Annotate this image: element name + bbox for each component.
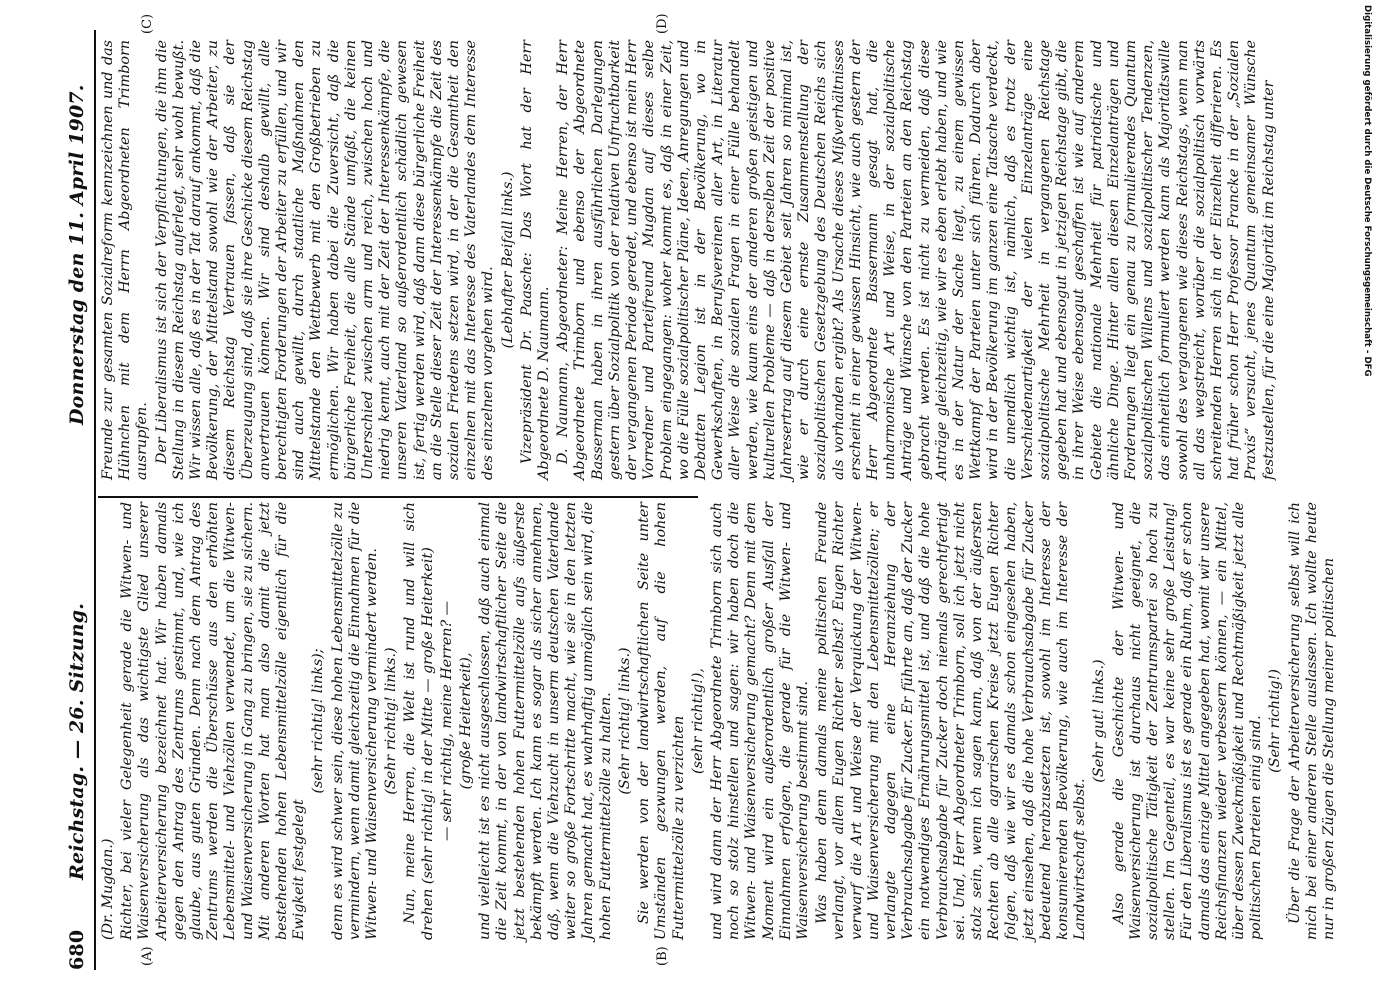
paragraph: Sie werden von der landwirtschaftlichen Seite unter Umständen gezwungen werden, auf die hohen Futtermittelzölle zu verzichten xyxy=(636,502,687,940)
paragraph: D. Naumann, Abgeordneter: Meine Herren, der Herr Abgeordnete Trimborn und ebenso der Abgeordnete Basserman haben in ihren ausführlichen Darlegungen gestern über Sozialpolitik von der relativen Unfruchtbarkeit der vergangenen Periode geredet, und ebenso ist mein Herr Vorredner und Parteifreund Mugdan auf dieses selbe Problem eingegangen: woher kommt es, daß in einer Zeit, wo die Fülle sozialpolitischer Pläne, Ideen, Anregungen und Debatten Legion ist in der Bevölkerung, wo in Gewerkschaften, in Berufsvereinen aller Art, in Literatur aller Weise die sozialen Fragen in einer Fülle behandelt werden, wie kaum eins der anderen großen geistigen und kulturellen Probleme — daß in derselben Zeit der positive Jahresertrag auf diesem Gebiet seit Jahren so minimal ist, wie er durch eine ernste Zusammenstellung der sozialpolitischen Gesetzgebung des Deutschen Reichs sich als vorhanden ergibt? Als Ursache dieses Mißverhältnisses erscheint in einer gewissen Hinsicht, wie auch gestern der Herr Abgeordnete Bassermann gesagt hat, die unharmonische Art und Weise, in der sozialpolitische Anträge und Wünsche von den Parteien an den Reichstag gebracht werden. Es ist nicht zu vermeiden, daß diese Anträge gleichzeitig, wie wir es eben erlebt haben, und wie es in der Natur der Sache liegt, zu einem gewissen Wettkampf der Parteien unter sich führen. Dadurch aber wird in der Bevölkerung im ganzen eine Tatsache verdeckt, die unendlich wichtig ist, nämlich, daß es trotz der Verschiedenartigkeit der vielen Einzelanträge eine sozialpolitische Mehrheit in vergangenen Reichstage gegeben hat und ebensogut in jetzigen Reichstage gibt, die in ihrer Weise ebensogut geschaffen ist wie auf anderem Gebiete die nationale Mehrheit für patriotische und ähnliche Dinge. Hinter allen diesen Einzelanträgen und Forderungen liegt ein genau zu formulierendes Quantum sozialpolitischen Willens und sozialpolitischer Tendenzen, das einheitlich formuliert werden kann als Majoritätswille sowohl des vergangenen wie dieses Reichstags, wenn man all das wegstreicht, worüber die sozialpolitisch vorwärts schreitenden Herren sich in der Einzelheit differieren. Es hat früher schon Herr Professor Francke in der „Sozialen Praxis“ versucht, jenes Quantum gemeinsamer Wünsche festzustellen, für die eine Majorität im Reichstag unter xyxy=(555,40,1277,480)
margin-marker-b: (B) xyxy=(655,946,670,966)
margin-marker-a: (A) xyxy=(140,946,155,966)
speaker-announcement: Vizepräsident Dr. Paasche: Das Wort hat der Herr Abgeordnete D. Naumann. xyxy=(518,40,553,480)
margin-marker-c: (C) xyxy=(140,13,155,34)
interjection: — sehr richtig, meine Herren? — xyxy=(438,601,455,841)
page-number: 680 xyxy=(66,929,88,970)
paragraph: Was haben denn damals meine politischen Freunde verlangt, vor allem Eugen Richter selbst? Eugen Richter verwarf die Art und Weise der Verquickung der Witwen- und Waisenversicherung mit den Lebensmittelzöllen; er verlangte dagegen eine Heranziehung der Verbrauchsabgabe für Zucker. Er führte an, daß der Zucker ein notwendiges Ernährungsmittel ist, und daß die hohe Verbrauchsabgabe für Zucker doch niemals gerechtfertigt sei. Und, Herr Abgeordneter Trimborn, soll ich jetzt nicht stolz sein, wenn ich sagen kann, daß von der äußersten Rechten ab alle agrarischen Kreise jetzt Eugen Richter folgen, daß wie wir es damals schon eingesehen haben, jetzt einsehen, daß die hohe Verbrauchsabgabe für Zucker bedeutend herabzusetzen ist, sowohl im Interesse der konsumierenden Bevölkerung, wie auch im Interesse der Landwirtschaft selbst. xyxy=(814,502,1089,940)
paragraph: und wird dann der Herr Abgeordnete Trimborn sich auch noch so stolz hinstellen und sagen: wir haben doch die Witwen- und Waisenversicherung gemacht? Denn mit dem Moment wird ein außerordentlich großer Ausfall der Einnahmen erfolgen, die gerade für die Witwen- und Waisenversicherung bestimmt sind. xyxy=(708,502,811,940)
session-date: Donnerstag den 11. April 1907. xyxy=(66,84,88,425)
session-title: Reichstag. — 26. Sitzung. xyxy=(66,602,88,880)
page-header xyxy=(62,28,92,970)
margin-marker-d: (D) xyxy=(655,13,670,34)
paragraph: denn es wird schwer sein, diese hohen Lebensmittelzölle zu vermindern, wenn damit gleichzeitig die Einnahmen für die Witwen- und Waisenversicherung vermindert werden. xyxy=(329,502,381,940)
paragraph: und vielleicht ist es nicht ausgeschlossen, daß auch einmal die Zeit kommt, in der von landwirtschaftlicher Seite die jetzt bestehenden hohen Futtermittelzölle aufs äußerste bekämpft werden. Ich kann es sogar als sicher annehmen, daß, wenn die Viehzucht in unserm deutschen Vaterlande weiter so große Fortschritte macht, wie sie in den letzten Jahren gemacht hat, es wahrhaftig unmöglich sein wird, die hohen Futtermittelzölle zu halten. xyxy=(477,502,614,940)
paragraph: Der Liberalismus ist sich der Verpflichtungen, die ihm die Stellung in diesem Reichstag auferlegt, sehr wohl bewußt. Wir wissen alle, daß es in der Tat darauf ankommt, daß die Bevölkerung, der Mittelstand sowohl wie der Arbeiter, zu diesem Reichstag Vertrauen fassen, daß sie der Überzeugung sind, daß sie ihre Geschicke diesem Reichstag anvertrauen können. Wir sind deshalb gewillt, alle berechtigten Forderungen der Arbeiter zu erfüllen, und wir sind auch gewillt, durch staatliche Maßnahmen den Mittelstande den Wettbewerb mit den Großbetrieben zu ermöglichen. Wir haben dabei die Zuversicht, daß die bürgerliche Freiheit, die alle Stände umfaßt, die keinen Unterschied zwischen arm und reich, zwischen hoch und niedrig kennt, auch mit der Zeit der Interessenkämpfe, die unseren Vaterland so außerordentlich schädlich gewesen ist, fertig werden wird, daß dann diese bürgerliche Freiheit an die Stelle dieser Zeit der Interessenkämpfe die Zeit des sozialen Friedens setzen wird, in der die Gesamtheit den einzelnen mit das Interesse des Vaterlandes dem Interesse des einzelnen vorgehen wird. xyxy=(153,40,497,480)
interjection: (sehr richtig!), xyxy=(689,668,706,774)
paragraph: Richter, bei vieler Gelegenheit gerade die Witwen- und Waisenversicherung als das wichtigste Glied unserer Arbeiterversicherung bezeichnet hat. Wir haben damals gegen den Antrag des Zentrums gestimmt, und, wie ich glaube, aus guten Gründen. Denn nach dem Antrag des Zentrums werden die Überschüsse aus den erhöhten Lebensmittel- und Viehzöllen verwendet, um die Witwen- und Waisenversicherung in Gang zu bringen, sie zu sichern. Mit anderen Worten hat man also damit die jetzt bestehenden hohen Lebensmittelzölle eigentlich für die Ewigkeit festgelegt xyxy=(119,502,308,940)
digitization-credit: Digitalisierung gefördert durch die Deutsche Forschungsgemeinschaft - DFG xyxy=(1362,5,1372,377)
column-divider xyxy=(98,496,698,498)
right-column xyxy=(100,40,1280,480)
interjection: (große Heiterkeit), xyxy=(458,652,475,790)
interjection: (Sehr richtig!) xyxy=(1267,669,1284,773)
paragraph: Nun, meine Herren, die Welt ist rund und will sich drehen (sehr richtig! in der Mitte — große Heiterkeit) xyxy=(402,502,436,940)
left-column xyxy=(100,502,1340,940)
paragraph: Freunde zur gesamten Sozialreform kennzeichnen und das Hühnchen mit dem Herrn Abgeordneten Trimborn ausrupfen. xyxy=(100,40,151,480)
interjection: (Sehr richtig! links.) xyxy=(616,647,633,795)
interjection: (sehr richtig! links); xyxy=(310,648,327,794)
speaker-tag: (Dr. Mugdan.) xyxy=(100,838,116,940)
header-rule xyxy=(94,30,96,970)
interjection: (Sehr gut! links.) xyxy=(1091,659,1108,783)
interjection: (Lebhafter Beifall links.) xyxy=(499,171,516,349)
interjection: (Sehr richtig! links.) xyxy=(383,647,400,795)
paragraph: Also gerade die Geschichte der Witwen- und Waisenversicherung ist durchaus nicht geeignet, die sozialpolitische Tätigkeit der Zentrumspartei so hoch zu stellen. Im Gegenteil, es war keine sehr große Leistung! Für den Liberalismus ist es gerade ein Ruhm, daß er schon damals das einzige Mittel angegeben hat, womit wir unsere Reichsfinanzen wieder verbessern können, — ein Mittel, über dessen Zweckmäßigkeit und Rechtmäßigkeit jetzt alle politischen Parteien einig sind. xyxy=(1110,502,1265,940)
paragraph: Über die Frage der Arbeiterversicherung selbst will ich mich bei einer anderen Stelle auslassen. Ich wollte heute nur in großen Zügen die Stellung meiner politischen xyxy=(1286,502,1338,940)
